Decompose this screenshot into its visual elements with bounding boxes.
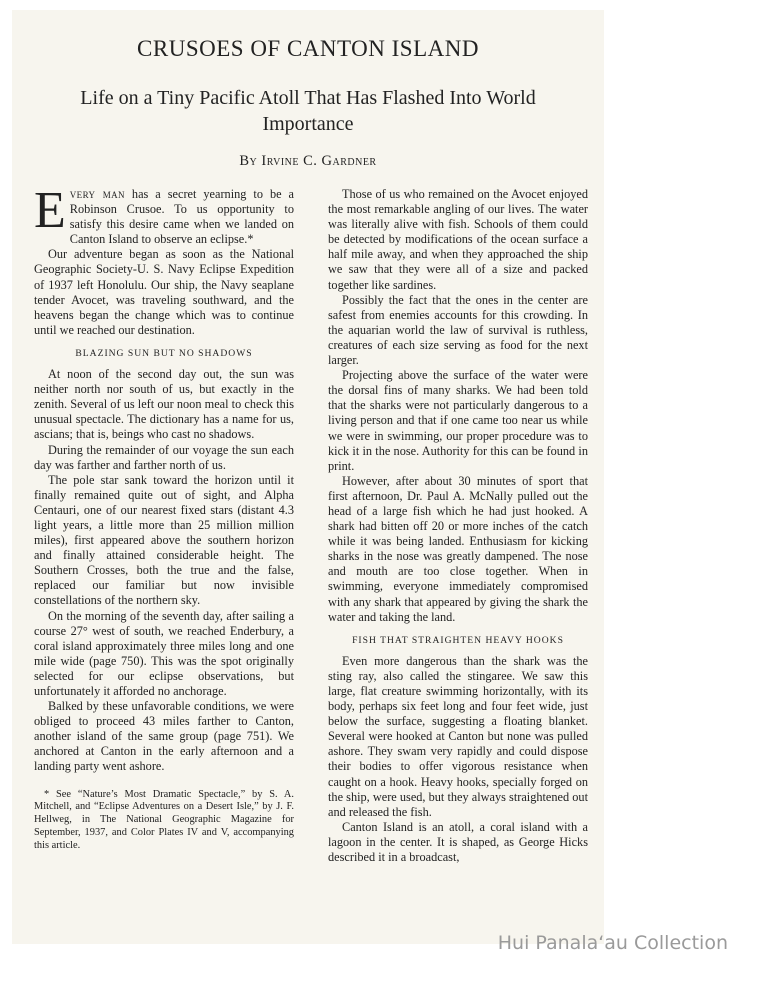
- opening-text: has a secret yearning to be a Robinson Crusoe. To us opportunity to satisfy this desire came when we landed on Canton Island to observe an eclipse.*: [69, 187, 294, 247]
- paragraph: Even more dangerous than the shark was the sting ray, also called the stingaree. We saw this large, flat creature swimming horizontally, with its body, perhaps six feet long and four feet wide, just below the surface, suggesting a floating blanket. Several were hooked at Canton but none was pulled ashore. They swam very rapidly and could dispose their bodies to offer vigorous resistance when caught on a hook. Heavy hooks, specially forged on the ship, were used, but they always straightened out and released the fish.: [328, 653, 588, 819]
- section-subhead: FISH THAT STRAIGHTEN HEAVY HOOKS: [352, 634, 564, 646]
- article-byline: By Irvine C. Gardner: [239, 153, 377, 169]
- left-column: [34, 182, 294, 853]
- magazine-page: [12, 10, 604, 944]
- paragraph: During the remainder of our voyage the sun each day was farther and farther north of us.: [34, 442, 294, 472]
- section-subhead: BLAZING SUN BUT NO SHADOWS: [75, 347, 253, 359]
- paragraph: Our adventure began as soon as the National Geographic Society-U. S. Navy Eclipse Expedition of 1937 left Honolulu. Our ship, the Navy seaplane tender Avocet, was traveling southward, and the heavens began the change which was to continue until we reached our destination.: [34, 247, 294, 337]
- footnote: * See “Nature’s Most Dramatic Spectacle,” by S. A. Mitchell, and “Eclipse Adventures on a Desert Isle,” by J. F. Hellweg, in The National Geographic Magazine for September, 1937, and Color Plates IV and V, accompanying this article.: [34, 788, 294, 851]
- paragraph: Canton Island is an atoll, a coral island with a lagoon in the center. It is shaped, as George Hicks described it in a broadcast,: [328, 819, 588, 865]
- paragraph: However, after about 30 minutes of sport that first afternoon, Dr. Paul A. McNally pulled out the head of a large fish which he had just hooked. A shark had bitten off 20 or more inches of the catch while it was being landed. Enthusiasm for kicking sharks in the nose was greatly dampened. The nose and mouth are too close together. When in swimming, everyone immediately compromised with any shark that appeared by giving the shark the water and taking the land.: [328, 473, 588, 624]
- opening-paragraph: [34, 182, 294, 247]
- paragraph: At noon of the second day out, the sun was neither north nor south of us, but exactly in the zenith. Several of us left our noon meal to check this unusual spectacle. The dictionary has a name for us, ascians; that is, beings who cast no shadows.: [34, 367, 294, 442]
- opening-words: very man: [69, 187, 125, 201]
- paragraph: On the morning of the seventh day, after sailing a course 27° west of south, we reached Enderbury, a coral island approximately three miles long and one mile wide (page 750). This was the spot originally selected for our eclipse observations, but unfortunately it afforded no anchorage.: [34, 608, 294, 698]
- paragraph: Balked by these unfavorable conditions, we were obliged to proceed 43 miles farther to Canton, another island of the same group (page 751). We anchored at Canton in the early afternoon and a landing party went ashore.: [34, 699, 294, 774]
- paragraph: Possibly the fact that the ones in the center are safest from enemies accounts for this crowding. In the aquarian world the law of survival is ruthless, creatures of each size serving as food for the next larger.: [328, 292, 588, 368]
- article-subtitle: Life on a Tiny Pacific Atoll That Has Flashed Into World Importance: [80, 87, 536, 135]
- right-column: [328, 187, 588, 865]
- paragraph: Those of us who remained on the Avocet enjoyed the most remarkable angling of our lives. The water was literally alive with fish. Schools of them could be detected by modifications of the ocean surface a half mile away, and when they approached the ship we saw that they were all of a size and packed together like sardines.: [328, 187, 588, 292]
- paragraph: The pole star sank toward the horizon until it finally remained quite out of sight, and Alpha Centauri, one of our nearest fixed stars (distant 4.3 light years, a little more than 25 million million miles), first appeared above the southern horizon and finally attained considerable height. The Southern Crosses, both the true and the false, replaced our familiar but now invisible constellations of the northern sky.: [34, 472, 294, 608]
- collection-watermark: Hui Panala‘au Collection: [497, 932, 728, 954]
- paragraph: Projecting above the surface of the water were the dorsal fins of many sharks. We had been told that the sharks were not particularly dangerous to a living person and that if one came too near us while we were in swimming, our proper procedure was to kick it in the nose. Authority for this can be found in print.: [328, 368, 588, 473]
- drop-cap: E: [34, 182, 66, 239]
- article-title: CRUSOES OF CANTON ISLAND: [137, 36, 479, 61]
